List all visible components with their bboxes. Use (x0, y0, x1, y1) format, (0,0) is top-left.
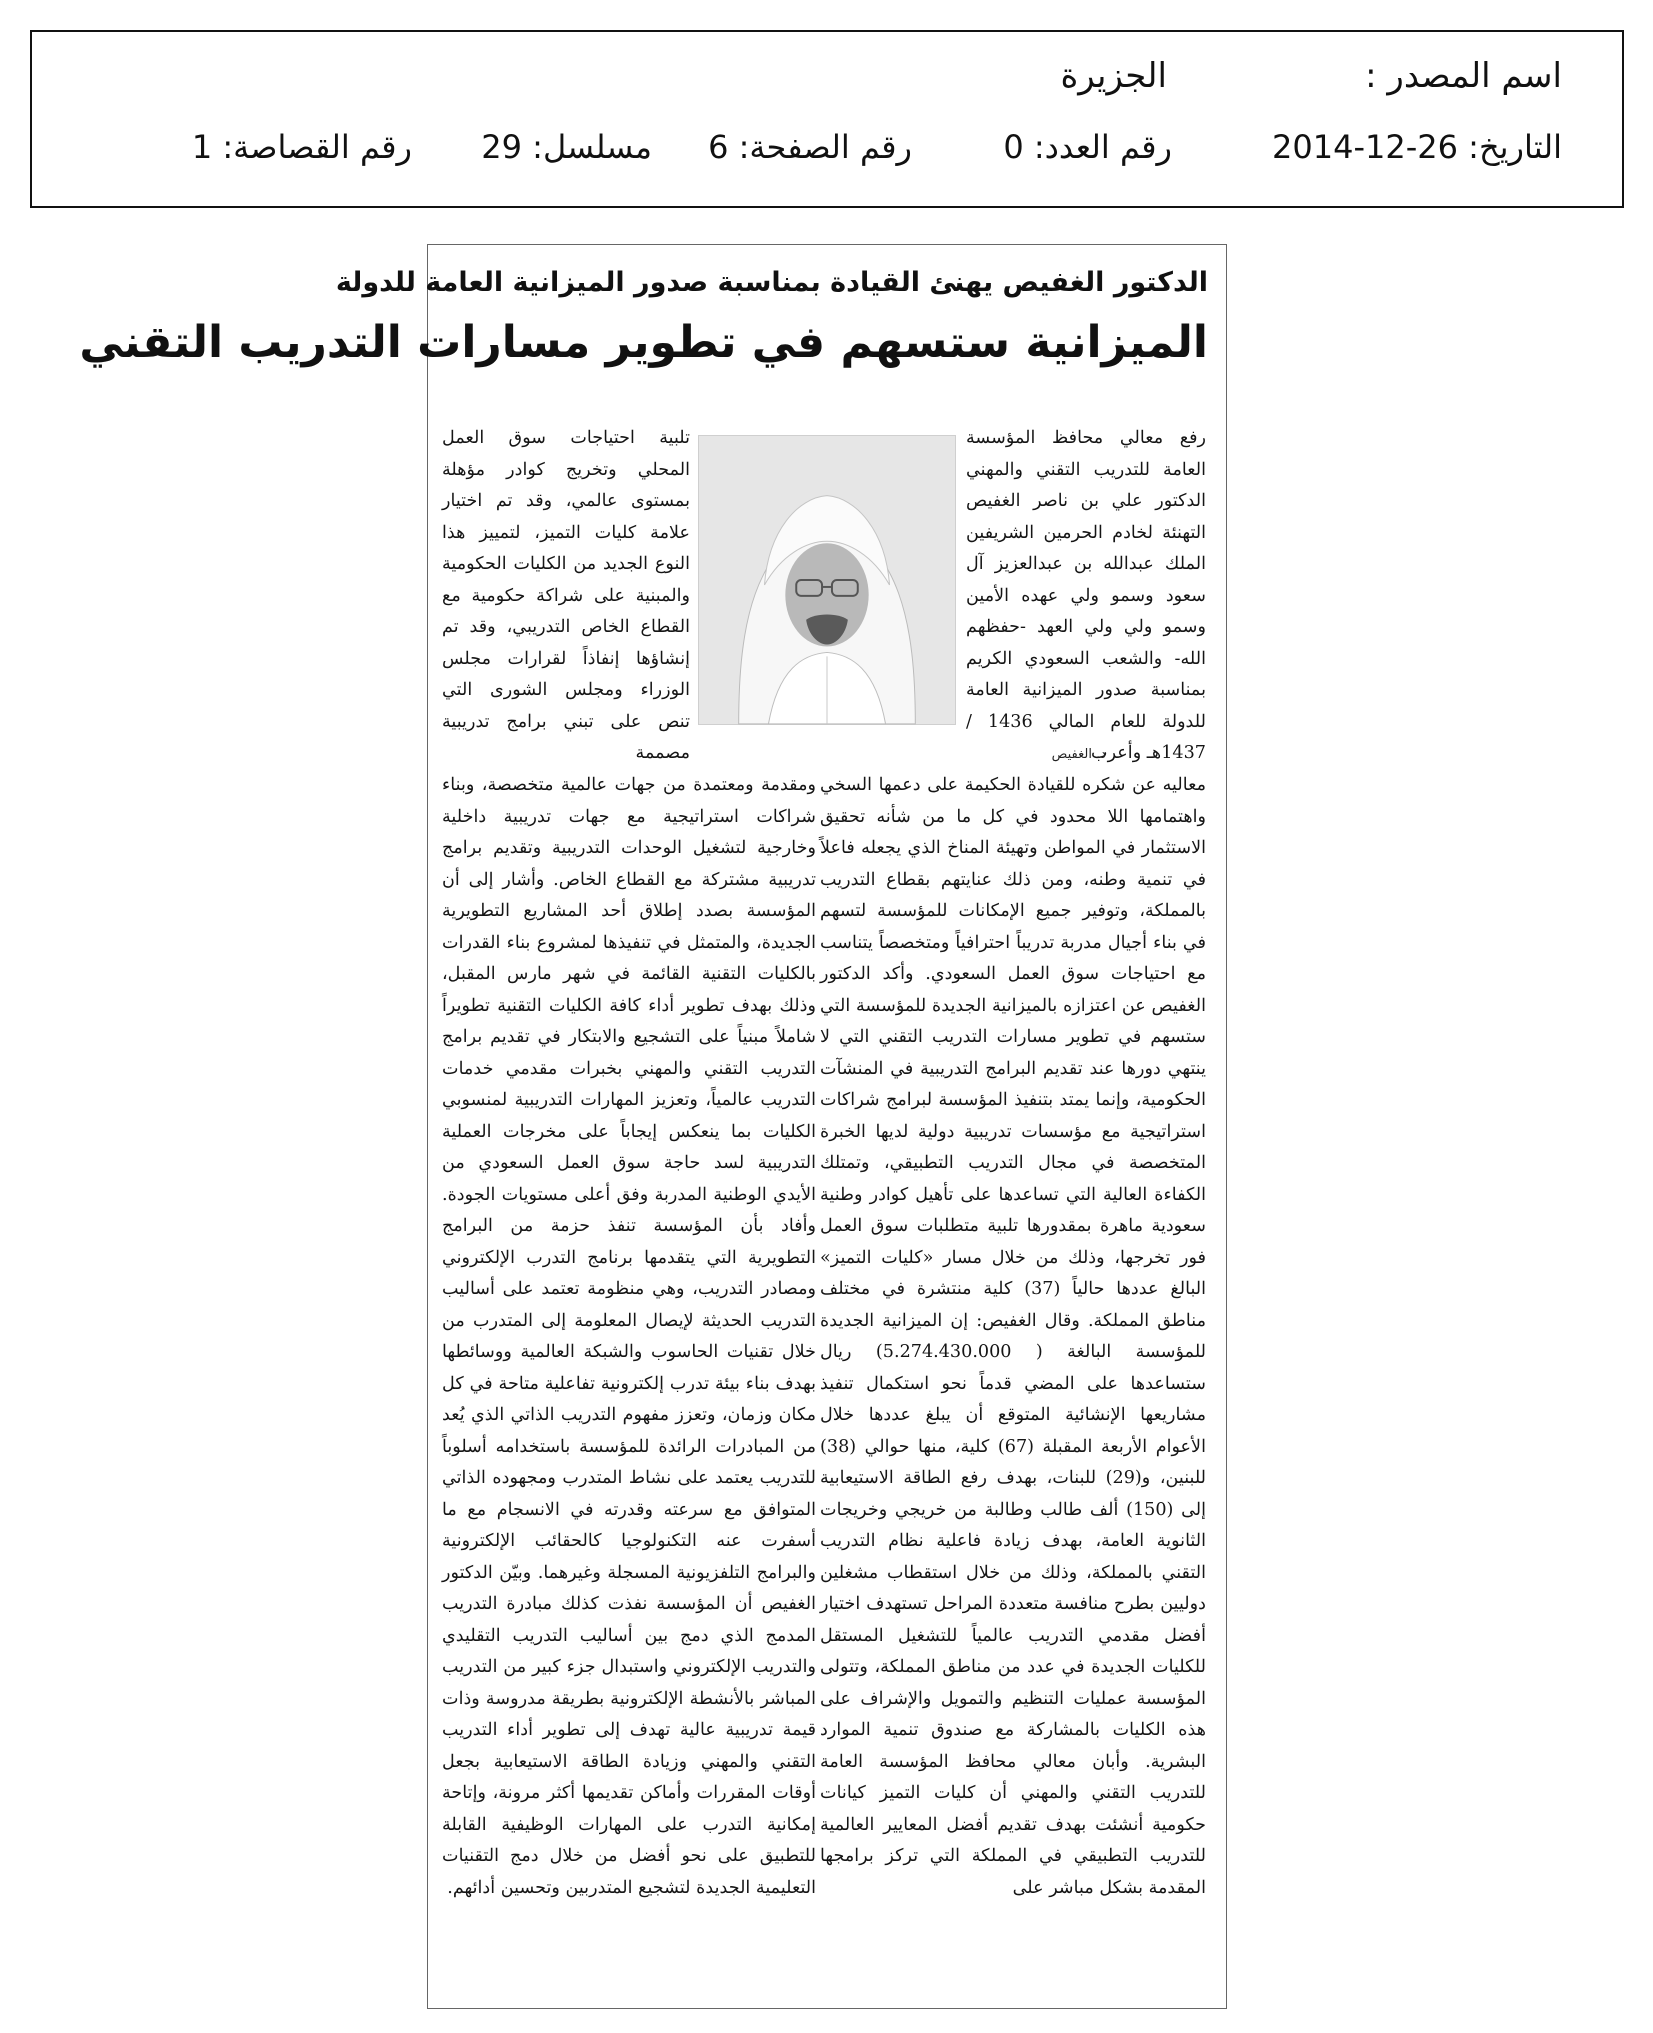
source-row (662, 56, 1562, 106)
details-row (62, 128, 1562, 178)
article-headline: الميزانية ستسهم في تطوير مسارات التدريب التقني (79, 317, 1208, 368)
portrait-photo-frame (698, 435, 956, 735)
serial-number-field: مسلسل: 29 (481, 128, 652, 166)
paragraph: وأبان معالي محافظ المؤسسة العامة للتدريب التقني والمهني أن كليات التميز كيانات حكومية أنشئت بهدف تقديم أفضل المعايير العالمية للتدريب التطبيقي في المملكة التي تركز برامجها المقدمة بشكل مباشر على (820, 1751, 1206, 1898)
date-field: التاريخ: 26-12-2014 (1272, 128, 1562, 166)
source-label: اسم المصدر : (1365, 56, 1562, 96)
clip-number-field: رقم القصاصة: 1 (191, 128, 412, 166)
issue-number-field: رقم العدد: 0 (1003, 128, 1172, 166)
page-number-field: رقم الصفحة: 6 (708, 128, 912, 166)
newspaper-clipping (79, 244, 1227, 2009)
portrait-illustration (699, 436, 955, 724)
column-left-bottom: ومقدمة ومعتمدة من جهات عالمية متخصصة، وبناء شراكات استراتيجية مع جهات تدريبية داخلية وخارجية لتشغيل الوحدات التدريبية وتقديم برامج تدريبية مشتركة مع القطاع الخاص. وأشار إلى أن المؤسسة بصدد إطلاق أحد المشاريع التطويرية الجديدة، والمتمثل في تنفيذها لمشروع بناء القدرات بالكليات التقنية القائمة في شهر مارس المقبل، وذلك بهدف تطوير أداء كافة الكليات التقنية تطويراً شاملاً مبنياً على التشجيع والابتكار في تقديم برامج التدريب التقني والمهني بخبرات مقدمي خدمات التدريب عالمياً، وتعزيز المهارات التدريبية لمنسوبي الكليات بما ينعكس إيجاباً على مخرجات العملية التدريبية لسد حاجة سوق العمل السعودي من الأيدي الوطنية المدربة وفق أعلى مستويات الجودة. وأفاد بأن المؤسسة تنفذ حزمة من البرامج التطويرية التي يتقدمها برنامج التدرب الإلكتروني ومصادر التدريب، وهي منظومة تعتمد على أساليب التدريب الحديثة لإيصال المعلومة إلى المتدرب من خلال تقنيات الحاسوب والشبكة العالمية ووسائطها بهدف بناء بيئة تدرب إلكترونية تفاعلية متاحة في كل مكان وزمان، وتعزز مفهوم التدريب الذاتي الذي يُعد من المبادرات الرائدة للمؤسسة باستخدامه أسلوباً للتدريب يعتمد على نشاط المتدرب ومجهوده الذاتي المتوافق مع سرعته وقدرته في الانسجام مع ما أسفرت عنه التكنولوجيا كالحقائب الإلكترونية والبرامج التلفزيونية المسجلة وغيرهما. وبيّن الدكتور الغفيص أن المؤسسة نفذت كذلك مبادرة التدريب المدمج الذي دمج بين أساليب التدريب التقليدي والتدريب الإلكتروني واستبدال جزء كبير من التدريب المباشر بالأنشطة الإلكترونية بطريقة مدروسة وذات قيمة تدريبية عالية تهدف إلى تطوير أداء التدريب التقني والمهني وزيادة الطاقة الاستيعابية بجعل أوقات المقررات وأماكن تقديمها أكثر مرونة، وإتاحة إمكانية التدرب على المهارات الوظيفية القابلة للتطبيق على نحو أفضل من خلال دمج التقنيات التعليمية الجديدة لتشجيع المتدربين وتحسين أدائهم. (442, 775, 816, 1898)
photo-caption: د. الغفيص (1051, 747, 1106, 762)
column-right-top: رفع معالي محافظ المؤسسة العامة للتدريب التقني والمهني الدكتور علي بن ناصر الغفيص التهنئة لخادم الحرمين الشريفين الملك عبدالله بن عبدالعزيز آل سعود وسمو ولي عهده الأمين وسمو ولي ولي العهد -حفظهم الله- والشعب السعودي الكريم بمناسبة صدور الميزانية العامة للدولة للعام المالي 1436 / 1437هـ وأعرب (966, 428, 1206, 763)
portrait-photo (698, 435, 956, 725)
source-value: الجزيرة (1060, 56, 1167, 96)
clipping-metadata-box (30, 30, 1624, 208)
column-right-bottom (820, 770, 1206, 1904)
column-left-top: تلبية احتياجات سوق العمل المحلي وتخريج كوادر مؤهلة بمستوى عالمي، وقد تم اختيار علامة كليات التميز، لتمييز هذا النوع الجديد من الكليات الحكومية والمبنية على شراكة حكومية مع القطاع الخاص التدريبي، وقد تم إنشاؤها إنفاذاً لقرارات مجلس الوزراء ومجلس الشورى التي تنص على تبني برامج تدريبية مصممة (442, 428, 690, 763)
paragraph: وقال الغفيص: إن الميزانية الجديدة للمؤسسة البالغة ( 5.274.430.000) ريال ستساعدها على المضي قدماً نحو استكمال تنفيذ مشاريعها الإنشائية المتوقع أن يبلغ عددها خلال الأعوام الأربعة المقبلة (67) كلية، منها حوالي (38) للبنين، و(29) للبنات، بهدف رفع الطاقة الاستيعابية إلى (150) ألف طالب وطالبة من خريجي وخريجات الثانوية العامة، بهدف زيادة فاعلية نظام التدريب التقني بالمملكة، وذلك من خلال استقطاب مشغلين دوليين بطرح منافسة متعددة المراحل تستهدف اختيار أفضل مقدمي التدريب عالمياً للتشغيل المستقل للكليات الجديدة في عدد من مناطق المملكة، وتتولى المؤسسة عمليات التنظيم والتمويل والإشراف على هذه الكليات بالمشاركة مع صندوق تنمية الموارد البشرية. (820, 1310, 1207, 1772)
paragraph: معاليه عن شكره للقيادة الحكيمة على دعمها السخي واهتمامها اللا محدود في كل ما من شأنه تحقيق الاستثمار في المواطن وتهيئة المناخ الذي يجعله فاعلاً في تنمية وطنه، ومن ذلك عنايتهم بقطاع التدريب بالمملكة، وتوفير جميع الإمكانات للمؤسسة لتسهم في بناء أجيال مدربة تدريباً احترافياً ومتخصصاً يتناسب مع احتياجات سوق العمل السعودي. وأكد الدكتور الغفيص عن اعتزازه بالميزانية الجديدة للمؤسسة التي ستسهم في تطوير مسارات التدريب التقني التي لا ينتهي دورها عند تقديم البرامج التدريبية في المنشآت الحكومية، وإنما يمتد بتنفيذ المؤسسة لبرامج شراكات استراتيجية مع مؤسسات تدريبية دولية لديها الخبرة المتخصصة في مجال التدريب التطبيقي، وتمتلك الكفاءة العالية التي تساعدها على تأهيل كوادر وطنية سعودية ماهرة بمقدورها تلبية متطلبات سوق العمل فور تخرجها، وذلك من خلال مسار «كليات التميز» البالغ عددها حالياً (37) كلية منتشرة في مختلف مناطق المملكة. (820, 775, 1206, 1331)
article-kicker: الدكتور الغفيص يهنئ القيادة بمناسبة صدور الميزانية العامة للدولة (335, 267, 1208, 298)
